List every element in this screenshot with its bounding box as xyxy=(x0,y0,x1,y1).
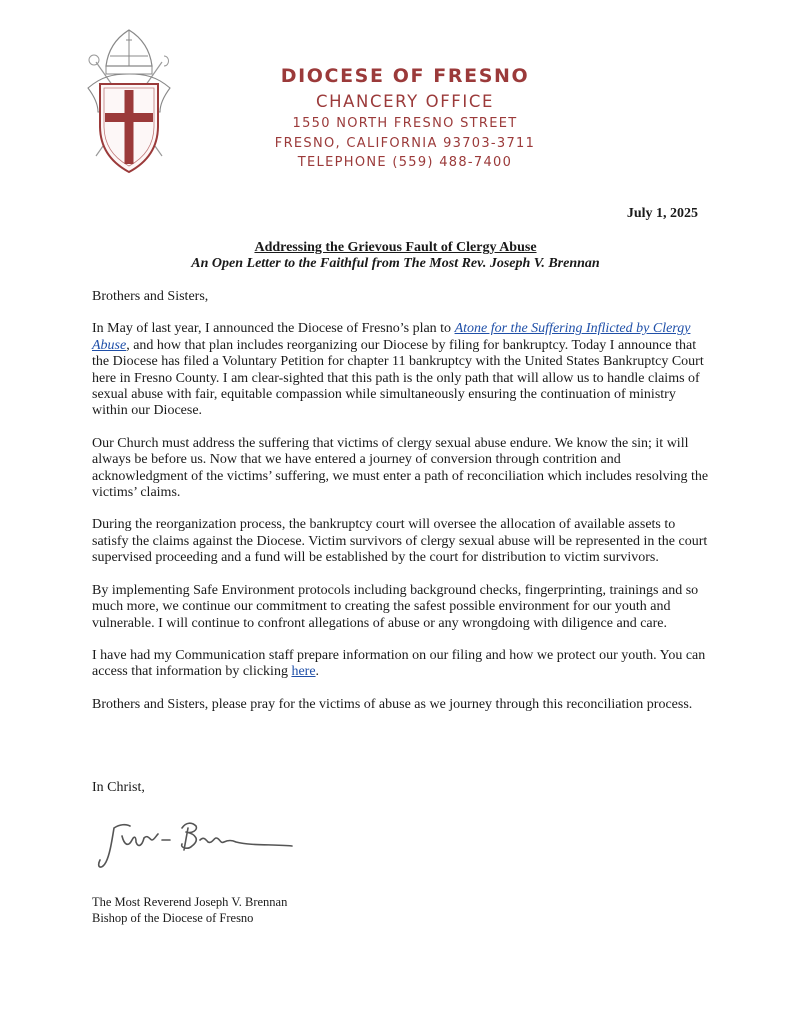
diocese-name: DIOCESE OF FRESNO xyxy=(280,65,530,87)
letter-body xyxy=(92,289,712,729)
letter-title: Addressing the Grievous Fault of Clergy Abuse xyxy=(254,240,537,255)
atone-plan-link[interactable]: Atone for the Suffering Inflicted by Clergy Abuse xyxy=(92,321,691,353)
signer-title: Bishop of the Diocese of Fresno xyxy=(92,910,254,925)
street-address: 1550 NORTH FRESNO STREET xyxy=(292,116,518,131)
signer-name: The Most Reverend Joseph V. Brennan xyxy=(92,895,288,909)
closing: In Christ, xyxy=(92,780,145,795)
letter-date: July 1, 2025 xyxy=(626,206,698,221)
paragraph-text: , and how that plan includes reorganizing our Diocese by filing for bankruptcy. Today I announce that the Diocese has filed a Voluntary Petition for chapter 11 bankruptcy with the United States Bankruptcy Court here in Fresno County. I am clear-sighted that this path is the only path that will allow us to handle claims of sexual abuse with fair, equitable compassion while simultaneously ensuring the continuation of ministry within our Diocese. xyxy=(92,337,704,419)
paragraph-text: In May of last year, I announced the Diocese of Fresno’s plan to xyxy=(92,321,455,337)
paragraph-text: . xyxy=(315,664,320,680)
letterhead xyxy=(240,64,570,173)
paragraph-safe-environment: By implementing Safe Environment protocols including background checks, fingerprinting, trainings and so much more, we continue our commitment to creating the safest possible environment for our youth and vulnerable. I will continue to confront allegations of abuse or any wrongdoing with diligence and care. xyxy=(92,582,699,631)
city-address: FRESNO, CALIFORNIA 93703-3711 xyxy=(274,135,536,151)
paragraph-announcement xyxy=(92,321,712,419)
paragraph-information xyxy=(92,648,712,681)
signature-block xyxy=(92,895,287,926)
diocese-crest-logo xyxy=(74,26,184,176)
paragraph-text: I have had my Communication staff prepare information on our filing and how we protect our youth. You can access that information by clicking xyxy=(92,647,706,680)
here-link[interactable]: here xyxy=(291,664,316,680)
letter-subtitle: An Open Letter to the Faithful from The Most Rev. Joseph V. Brennan xyxy=(191,256,600,271)
title-block xyxy=(0,240,791,272)
handwritten-signature xyxy=(92,810,302,880)
paragraph-reorganization: During the reorganization process, the bankruptcy court will oversee the allocation of available assets to satisfy the claims against the Diocese. Victim survivors of clergy sexual abuse will be represented in the court supervised proceeding and a fund will be established by the court for distribution to victim survivors. xyxy=(92,517,708,566)
paragraph-suffering: Our Church must address the suffering that victims of clergy sexual abuse endure. We know the sin; it will always be before us. Now that we have entered a journey of conversion through contrition and acknowledgment of the victims’ suffering, we must enter a path of reconciliation which includes resolving the victims’ claims. xyxy=(92,435,709,501)
salutation: Brothers and Sisters, xyxy=(92,289,209,304)
office-name: CHANCERY OFFICE xyxy=(315,92,495,111)
paragraph-prayer: Brothers and Sisters, please pray for the victims of abuse as we journey through this reconciliation process. xyxy=(92,696,693,712)
telephone: TELEPHONE (559) 488-7400 xyxy=(297,155,513,170)
